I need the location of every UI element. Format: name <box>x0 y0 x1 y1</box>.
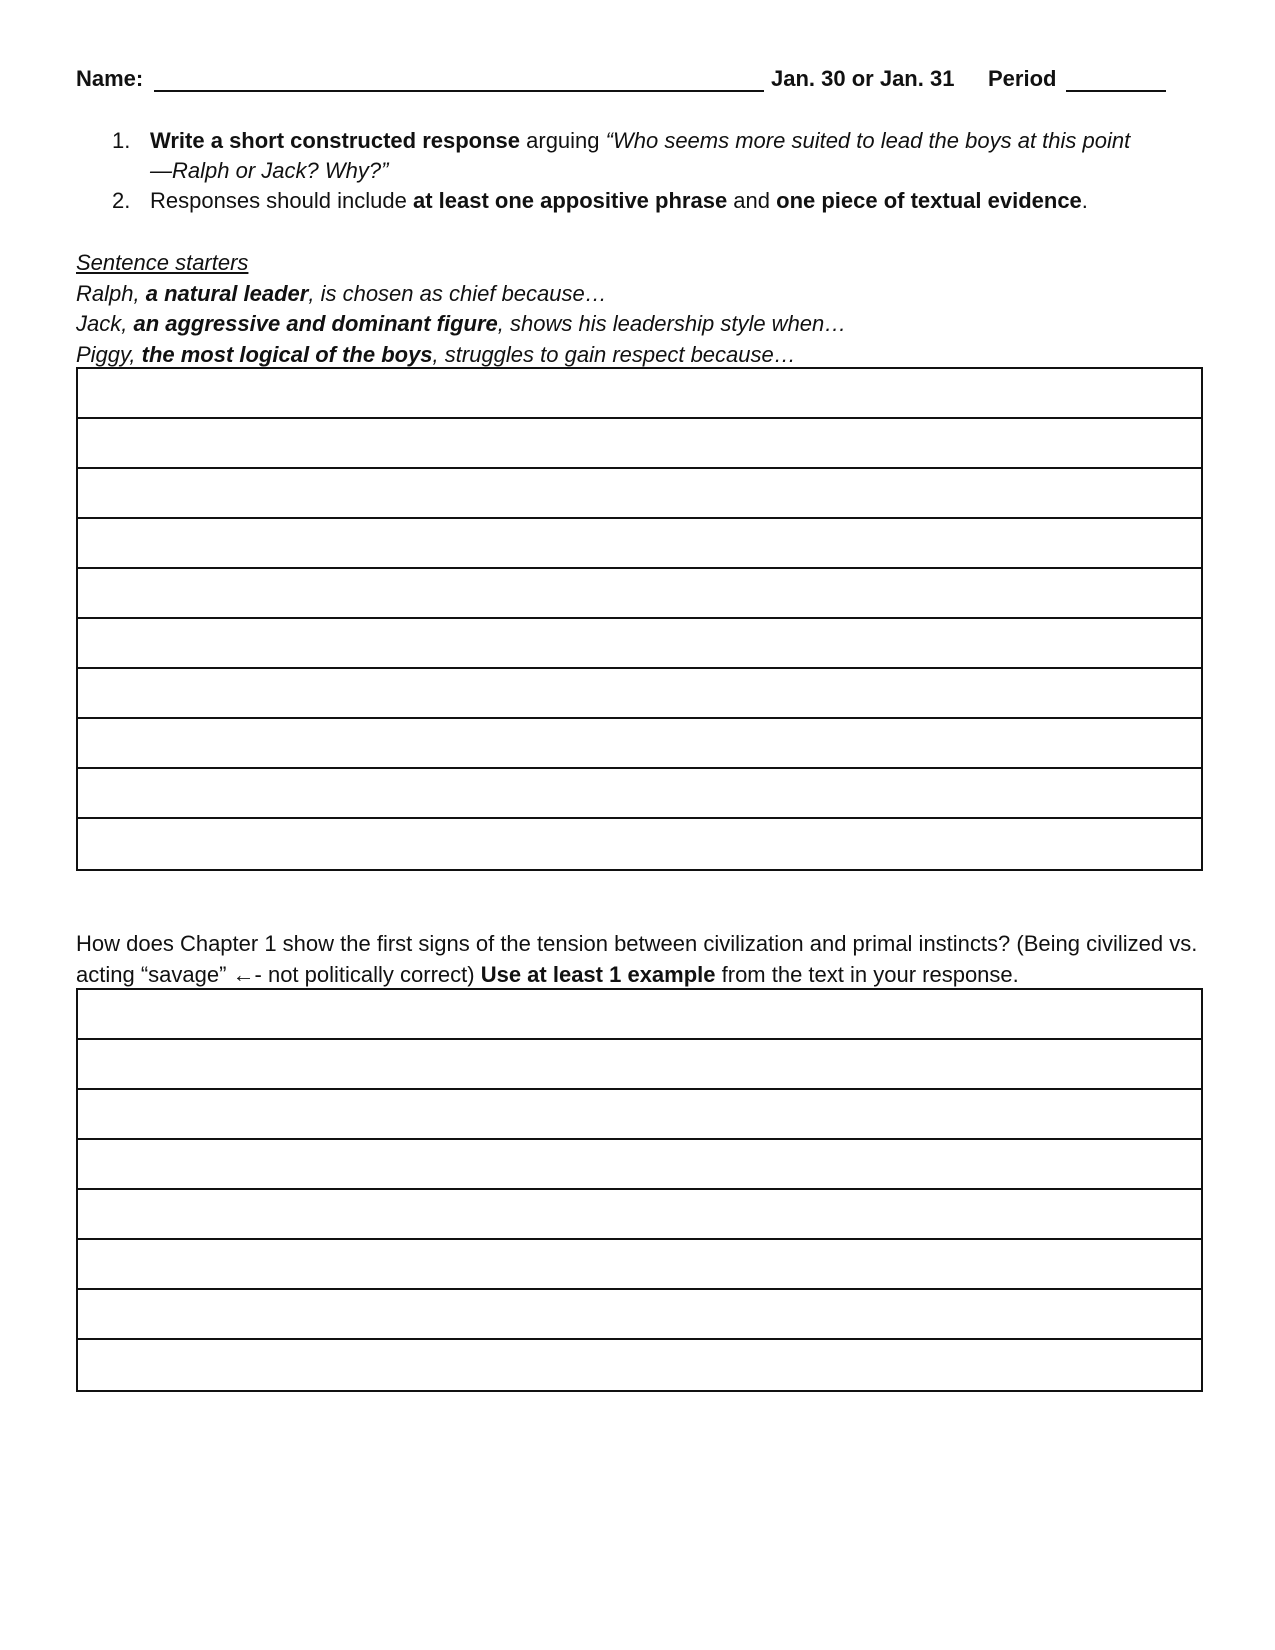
answer-line[interactable] <box>78 519 1201 569</box>
answer-line[interactable] <box>78 419 1201 469</box>
answer-line[interactable] <box>78 1090 1201 1140</box>
instruction-bold: at least one appositive phrase <box>412 188 728 213</box>
instruction-bold-lead: Write a short constructed response <box>150 128 521 153</box>
instructions-list <box>112 126 1152 216</box>
answer-line[interactable] <box>78 369 1201 419</box>
question-bold: Use at least 1 example <box>480 962 716 987</box>
instruction-text: Responses should include <box>150 188 413 213</box>
sentence-starter-piggy <box>76 340 846 371</box>
question-text: How does Chapter 1 show the first signs of the tension between civilization and primal instincts? (Being civilized vs. acting “savage” ←- not politically correct) <box>76 931 1198 987</box>
starter-appositive: the most logical of the boys <box>141 341 433 367</box>
answer-line[interactable] <box>78 619 1201 669</box>
period-blank-line[interactable] <box>1066 90 1166 92</box>
instruction-text: . <box>1081 188 1088 213</box>
answer-line[interactable] <box>78 469 1201 519</box>
starter-text: Piggy, <box>76 341 142 367</box>
date-label: Jan. 30 or Jan. 31 <box>771 66 955 91</box>
name-blank-line[interactable] <box>154 90 764 92</box>
answer-line[interactable] <box>78 1190 1201 1240</box>
starter-text: , shows his leadership style when… <box>497 311 847 336</box>
starter-text: Ralph, <box>76 280 146 306</box>
instruction-prompt-quote: “Who seems more suited to lead the boys at this point—Ralph or Jack? Why?” <box>150 128 1131 183</box>
answer-line[interactable] <box>78 1340 1201 1390</box>
starter-text: , struggles to gain respect because… <box>432 341 796 367</box>
sentence-starters-title: Sentence starters <box>76 250 249 275</box>
question-text: from the text in your response. <box>715 962 1019 987</box>
period-label: Period <box>988 66 1057 91</box>
answer-line[interactable] <box>78 1240 1201 1290</box>
answer-line[interactable] <box>78 669 1201 719</box>
answer-line[interactable] <box>78 1040 1201 1090</box>
starter-appositive: an aggressive and dominant figure <box>133 311 498 336</box>
answer-line[interactable] <box>78 1290 1201 1340</box>
answer-box-1[interactable] <box>76 367 1203 871</box>
instruction-text: and <box>727 188 777 213</box>
starter-text: Jack, <box>76 311 134 336</box>
instruction-number: 1. <box>112 128 131 153</box>
answer-line[interactable] <box>78 719 1201 769</box>
instruction-item-2 <box>112 186 1152 216</box>
instruction-item-1 <box>112 126 1152 186</box>
starter-appositive: a natural leader <box>145 280 309 306</box>
answer-line[interactable] <box>78 990 1201 1040</box>
starter-text: , is chosen as chief because… <box>308 280 607 306</box>
instruction-text: arguing <box>520 128 606 153</box>
worksheet-header <box>76 66 1176 96</box>
answer-line[interactable] <box>78 769 1201 819</box>
sentence-starter-ralph <box>76 279 846 310</box>
name-label: Name: <box>76 66 144 91</box>
question-2 <box>76 928 1226 990</box>
answer-line[interactable] <box>78 1140 1201 1190</box>
sentence-starter-jack <box>76 309 846 340</box>
answer-line[interactable] <box>78 569 1201 619</box>
instruction-number: 2. <box>112 188 131 213</box>
answer-line[interactable] <box>78 819 1201 869</box>
instruction-bold: one piece of textual evidence <box>776 188 1082 213</box>
answer-box-2[interactable] <box>76 988 1203 1392</box>
sentence-starters <box>76 248 846 370</box>
